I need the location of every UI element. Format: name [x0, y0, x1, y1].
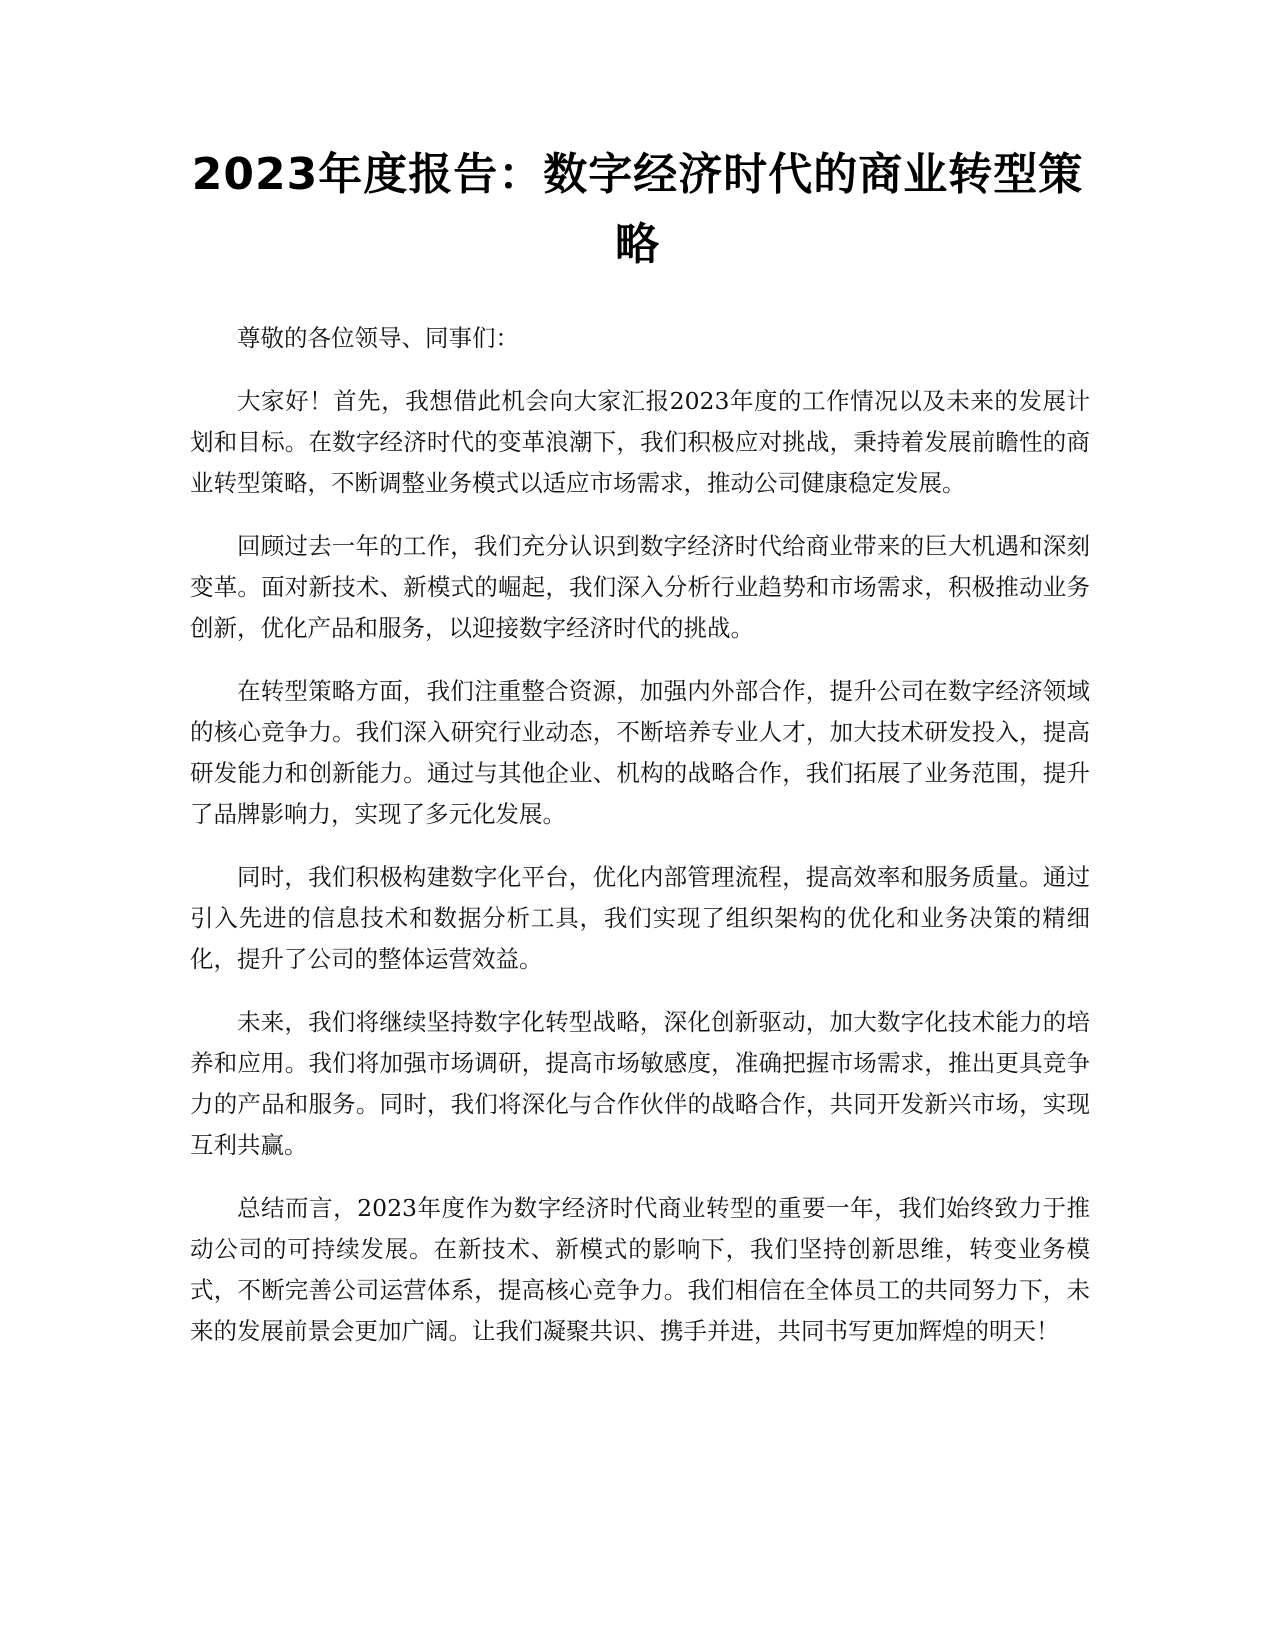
- paragraph-future-plan: 未来，我们将继续坚持数字化转型战略，深化创新驱动，加大数字化技术能力的培养和应用。我们将加强市场调研，提高市场敏感度，准确把握市场需求，推出更具竞争力的产品和服务。同时，我们将深化与合作伙伴的战略合作，共同开发新兴市场，实现互利共赢。: [190, 1008, 1090, 1159]
- paragraph-conclusion: 总结而言，2023年度作为数字经济时代商业转型的重要一年，我们始终致力于推动公司的可持续发展。在新技术、新模式的影响下，我们坚持创新思维，转变业务模式，不断完善公司运营体系，提高核心竞争力。我们相信在全体员工的共同努力下，未来的发展前景会更加广阔。让我们凝聚共识、携手并进，共同书写更加辉煌的明天！: [190, 1194, 1090, 1345]
- paragraph-transformation-strategy: 在转型策略方面，我们注重整合资源，加强内外部合作，提升公司在数字经济领域的核心竞争力。我们深入研究行业动态，不断培养专业人才，加大技术研发投入，提高研发能力和创新能力。通过与其他企业、机构的战略合作，我们拓展了业务范围，提升了品牌影响力，实现了多元化发展。: [190, 677, 1090, 828]
- paragraph-digital-platform: 同时，我们积极构建数字化平台，优化内部管理流程，提高效率和服务质量。通过引入先进的信息技术和数据分析工具，我们实现了组织架构的优化和业务决策的精细化，提升了公司的整体运营效益。: [190, 863, 1090, 973]
- paragraph-introduction: 大家好！首先，我想借此机会向大家汇报2023年度的工作情况以及未来的发展计划和目标。在数字经济时代的变革浪潮下，我们积极应对挑战，秉持着发展前瞻性的商业转型策略，不断调整业务模式以适应市场需求，推动公司健康稳定发展。: [190, 387, 1090, 497]
- document-body: [190, 318, 1090, 1374]
- paragraph-greeting: 尊敬的各位领导、同事们：: [237, 324, 519, 352]
- document-title: 2023年度报告：数字经济时代的商业转型策略: [191, 149, 1084, 270]
- paragraph-review: 回顾过去一年的工作，我们充分认识到数字经济时代给商业带来的巨大机遇和深刻变革。面对新技术、新模式的崛起，我们深入分析行业趋势和市场需求，积极推动业务创新，优化产品和服务，以迎接数字经济时代的挑战。: [190, 532, 1090, 642]
